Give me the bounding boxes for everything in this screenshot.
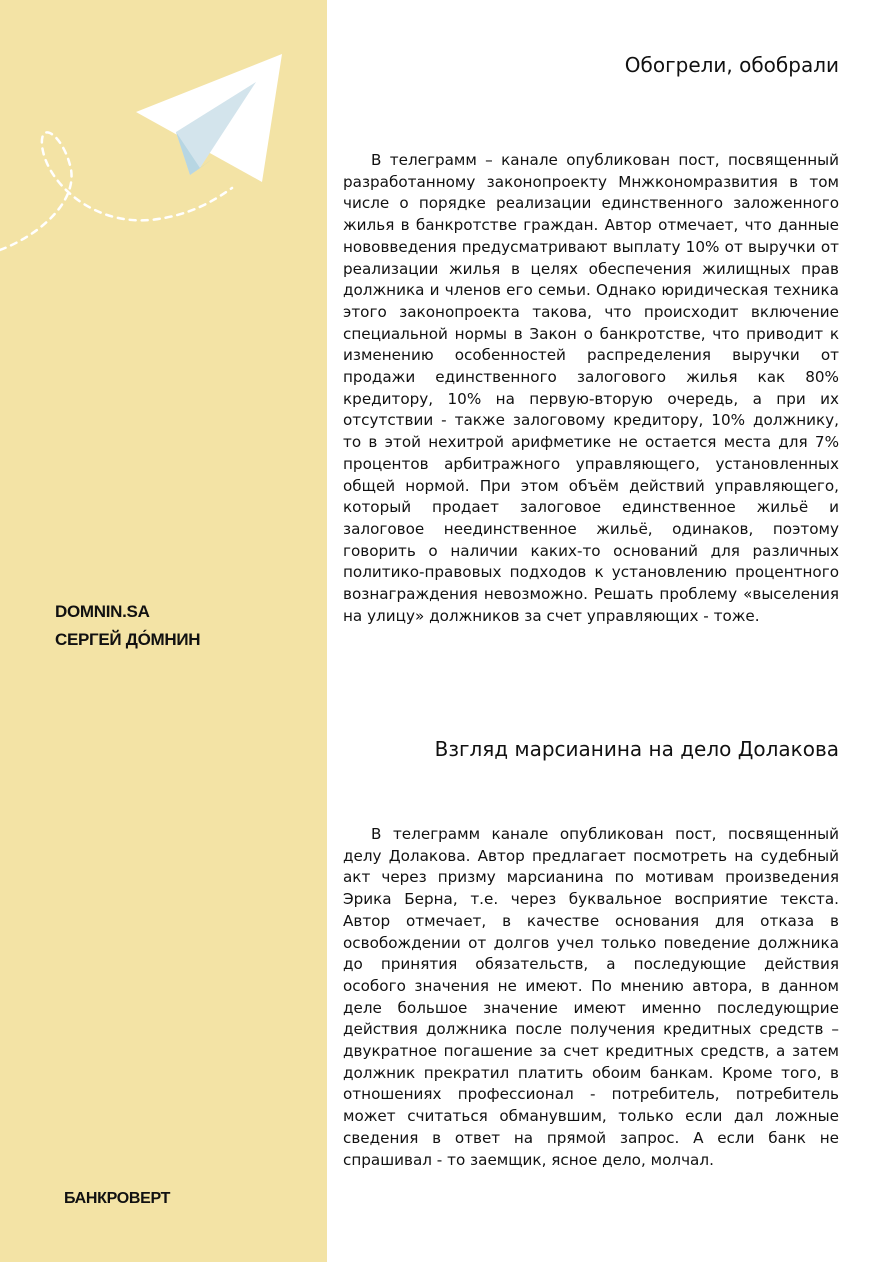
sidebar bbox=[0, 0, 327, 1262]
author-name: СЕРГЕЙ ДО́МНИН bbox=[55, 630, 201, 649]
article-1-title: Обогрели, обобрали bbox=[624, 53, 839, 77]
telegram-paper-plane-icon bbox=[0, 40, 300, 270]
article-2-title: Взгляд марсианина на дело Долакова bbox=[434, 737, 839, 761]
article-1-body: В телеграмм – канале опубликован пост, посвященный разработанному законопроекту Мнжкономразвития в том числе о порядке реализации единственного заложенного жилья в банкротстве граждан. Автор отмечает, что данные нововведения предусматривают выплату 10% от выручки от реализации жилья в целях обеспечения жилищных прав должника и членов его семьи. Однако юридическая техника этого законопроекта такова, что происходит включение специальной нормы в Закон о банкротстве, что приводит к изменению особенностей распределения выручки от продажи единственного залогового жилья как 80% кредитору, 10% на первую-вторую очередь, а при их отсутствии - также залоговому кредитору, 10% должнику, то в этой нехитрой арифметике не остается места для 7% процентов арбитражного управляющего, установленных общей нормой. При этом объём действий управляющего, который продает залоговое единственное жильё и залоговое неединственное жильё, одинаков, поэтому говорить о наличии каких-то оснований для различных политико-правовых подходов к установлению процентного вознаграждения невозможно. Решать проблему «выселения на улицу» должников за счет управляющих - тоже. bbox=[343, 151, 839, 625]
author-block bbox=[55, 598, 200, 654]
article-2-body: В телеграмм канале опубликован пост, посвященный делу Долакова. Автор предлагает посмотреть на судебный акт через призму марсианина по мотивам произведения Эрика Берна, т.е. через буквальное восприятие текста. Автор отмечает, в качестве основания для отказа в освобождении от долгов учел только поведение должника до принятия обязательств, а последующие действия особого значения не имеют. По мнению автора, в данном деле большое значение имеют именно последующрие действия должника после получения кредитных средств – двукратное погашение за счет кредитных средств, а затем должник прекратил платить обоим банкам. Кроме того, в отношениях профессионал - потребитель, потребитель может считаться обманувшим, только если дал ложные сведения в ответ на прямой запрос. А если банк не спрашивал - то заемщик, ясное дело, молчал. bbox=[343, 825, 839, 1169]
brand-label: БАНКРОВЕРТ bbox=[64, 1190, 171, 1207]
author-handle: DOMNIN.SA bbox=[55, 602, 150, 621]
